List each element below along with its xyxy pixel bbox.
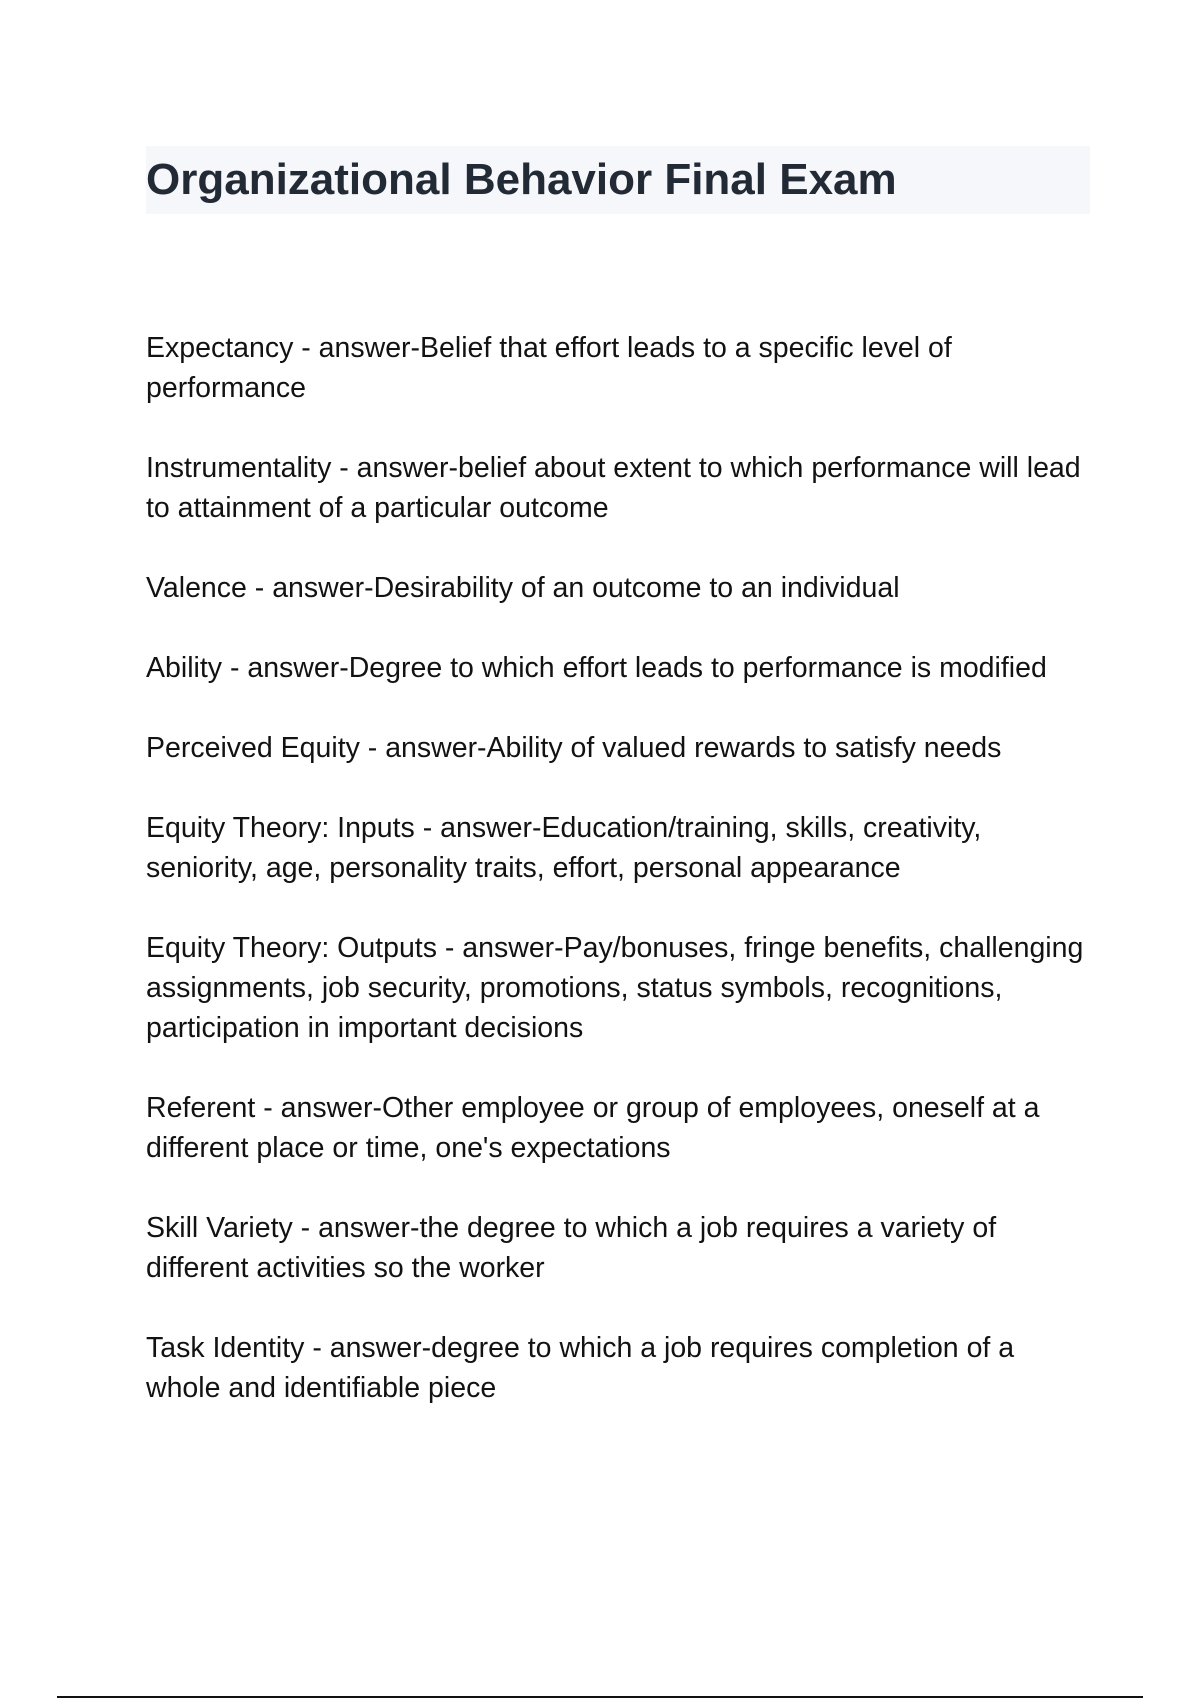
qa-entry-valence: Valence - answer-Desirability of an outcome to an individual [146,572,900,604]
qa-entry-equity-outputs: Equity Theory: Outputs - answer-Pay/bonuses, fringe benefits, challenging assignments, job security, promotions, status symbols, recognitions, participation in important decisions [146,932,1084,1044]
qa-entry-skill-variety: Skill Variety - answer-the degree to which a job requires a variety of different activities so the worker [146,1212,997,1284]
qa-entry-instrumentality: Instrumentality - answer-belief about extent to which performance will lead to attainment of a particular outcome [146,452,1081,524]
footer-divider [57,1696,1143,1698]
qa-entry-perceived-equity: Perceived Equity - answer-Ability of valued rewards to satisfy needs [146,732,1002,764]
document-title: Organizational Behavior Final Exam [146,155,897,204]
qa-entry-list [146,328,1090,1448]
qa-entry-ability: Ability - answer-Degree to which effort leads to performance is modified [146,652,1047,684]
qa-entry-referent: Referent - answer-Other employee or group of employees, oneself at a different place or time, one's expectations [146,1092,1040,1164]
qa-entry-task-identity: Task Identity - answer-degree to which a job requires completion of a whole and identifiable piece [146,1332,1015,1404]
title-bar [146,146,1090,214]
qa-entry-equity-inputs: Equity Theory: Inputs - answer-Education/training, skills, creativity, seniority, age, personality traits, effort, personal appearance [146,812,982,884]
qa-entry-expectancy: Expectancy - answer-Belief that effort leads to a specific level of performance [146,332,952,404]
